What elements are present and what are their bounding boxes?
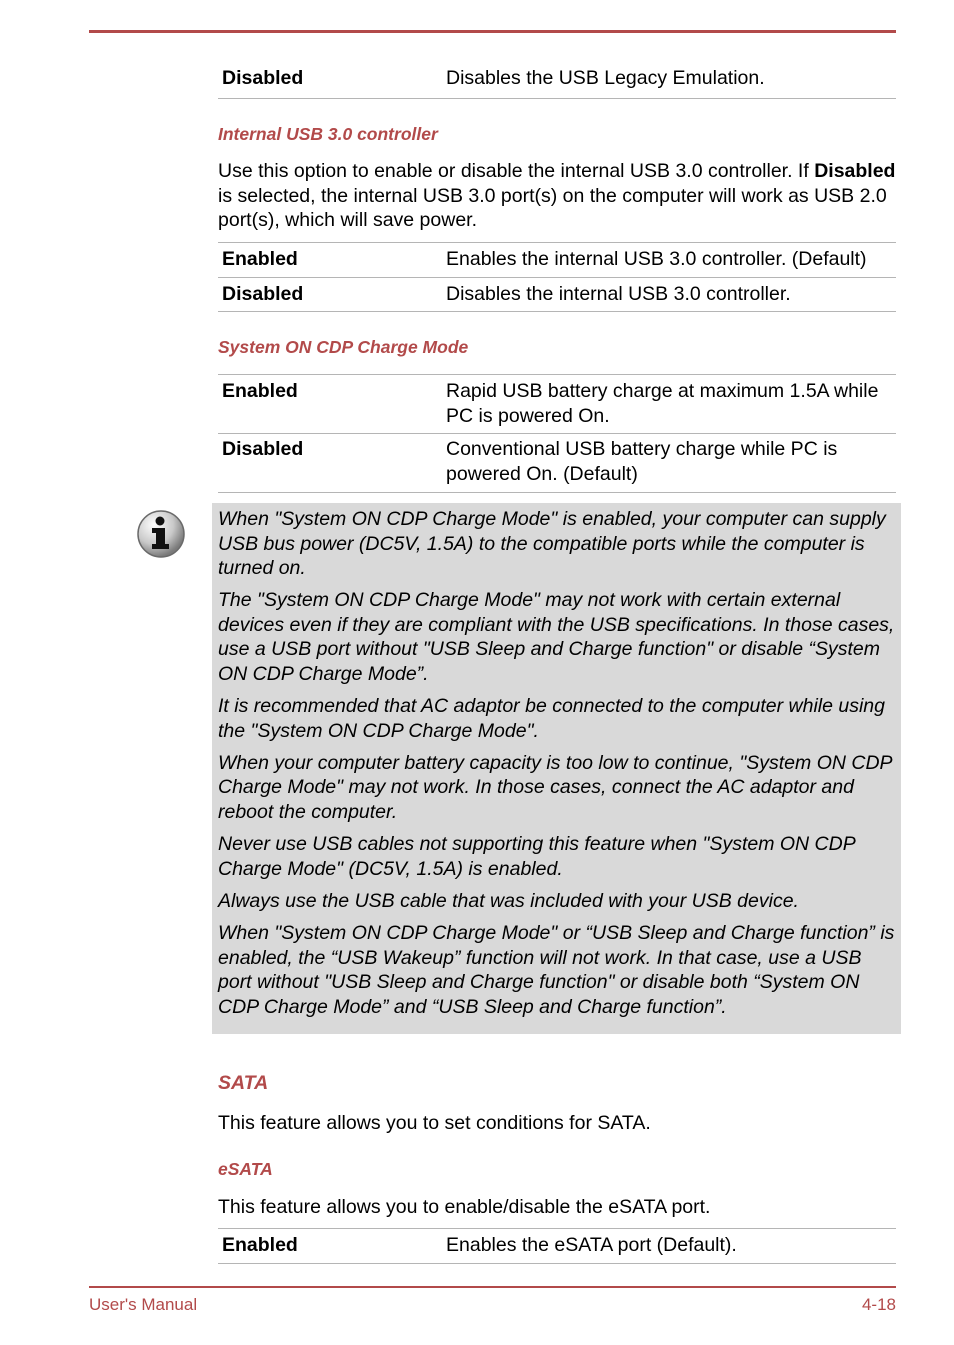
option-key: Disabled bbox=[222, 438, 304, 460]
option-value: Disables the USB Legacy Emulation. bbox=[446, 67, 765, 89]
usb30-desc-bold: Disabled bbox=[814, 160, 896, 182]
esata-heading: eSATA bbox=[218, 1159, 273, 1179]
usb30-heading: Internal USB 3.0 controller bbox=[218, 124, 438, 144]
page-number: 4-18 bbox=[861, 1295, 896, 1314]
table-row bbox=[218, 278, 896, 312]
note-paragraph: It is recommended that AC adaptor be connected to the computer while using the "System ON CDP Charge Mode". bbox=[218, 695, 885, 742]
usb30-desc-text: Use this option to enable or disable the internal USB 3.0 controller. If bbox=[218, 160, 815, 182]
table-row bbox=[218, 243, 896, 278]
header-rule bbox=[89, 30, 896, 33]
option-key: Enabled bbox=[222, 380, 298, 402]
usb30-table bbox=[218, 242, 896, 312]
sata-description: This feature allows you to set conditions for SATA. bbox=[218, 1112, 651, 1134]
table-row bbox=[218, 1229, 896, 1264]
option-value: Enables the eSATA port (Default). bbox=[446, 1234, 737, 1256]
option-key: Disabled bbox=[222, 67, 304, 89]
note-paragraph: When "System ON CDP Charge Mode" is enabled, your computer can supply USB bus power (DC5V, 1.5A) to the compatible ports while the computer is turned on. bbox=[218, 508, 886, 579]
note-box bbox=[212, 503, 901, 1034]
cdp-heading: System ON CDP Charge Mode bbox=[218, 337, 469, 357]
option-key: Enabled bbox=[222, 248, 298, 270]
note-paragraph: The "System ON CDP Charge Mode" may not work with certain external devices even if they are compliant with the USB specifications. In those cases, use a USB port without "USB Sleep and Charge function" or disable “System ON CDP Charge Mode”. bbox=[218, 589, 895, 685]
option-value: Enables the internal USB 3.0 controller. (Default) bbox=[446, 248, 867, 270]
cdp-table bbox=[218, 374, 896, 493]
option-value: Disables the internal USB 3.0 controller. bbox=[446, 283, 791, 305]
esata-table bbox=[218, 1228, 896, 1264]
note-paragraph: Never use USB cables not supporting this feature when "System ON CDP Charge Mode" (DC5V, 1.5A) is enabled. bbox=[218, 833, 855, 880]
note-paragraph: When your computer battery capacity is too low to continue, "System ON CDP Charge Mode" may not work. In those cases, connect the AC adaptor and reboot the computer. bbox=[218, 751, 892, 823]
table-row bbox=[218, 66, 896, 98]
usb-legacy-table bbox=[218, 66, 896, 99]
usb30-desc-text: is selected, the internal USB 3.0 port(s) on the computer will work as USB 2.0 port(s), which will save power. bbox=[218, 184, 887, 231]
esata-description: This feature allows you to enable/disable the eSATA port. bbox=[218, 1196, 711, 1218]
option-value: Conventional USB battery charge while PC is powered On. (Default) bbox=[446, 438, 838, 485]
usb30-description bbox=[218, 159, 896, 233]
table-row bbox=[218, 434, 896, 493]
option-value: Rapid USB battery charge at maximum 1.5A while PC is powered On. bbox=[446, 380, 879, 427]
info-icon bbox=[136, 509, 186, 559]
table-row bbox=[218, 375, 896, 434]
note-paragraph: Always use the USB cable that was included with your USB device. bbox=[218, 889, 799, 912]
footer-rule bbox=[89, 1286, 896, 1288]
note-paragraph: When "System ON CDP Charge Mode" or “USB Sleep and Charge function” is enabled, the “USB Wakeup” function will not work. In that case, use a USB port without "USB Sleep and Charge function" or disable both “System ON CDP Charge Mode” and “USB Sleep and Charge function”. bbox=[218, 922, 895, 1018]
note-text bbox=[218, 507, 896, 1027]
option-key: Enabled bbox=[222, 1234, 298, 1256]
option-key: Disabled bbox=[222, 283, 304, 305]
footer-title: User's Manual bbox=[89, 1295, 198, 1314]
sata-heading: SATA bbox=[218, 1072, 269, 1094]
